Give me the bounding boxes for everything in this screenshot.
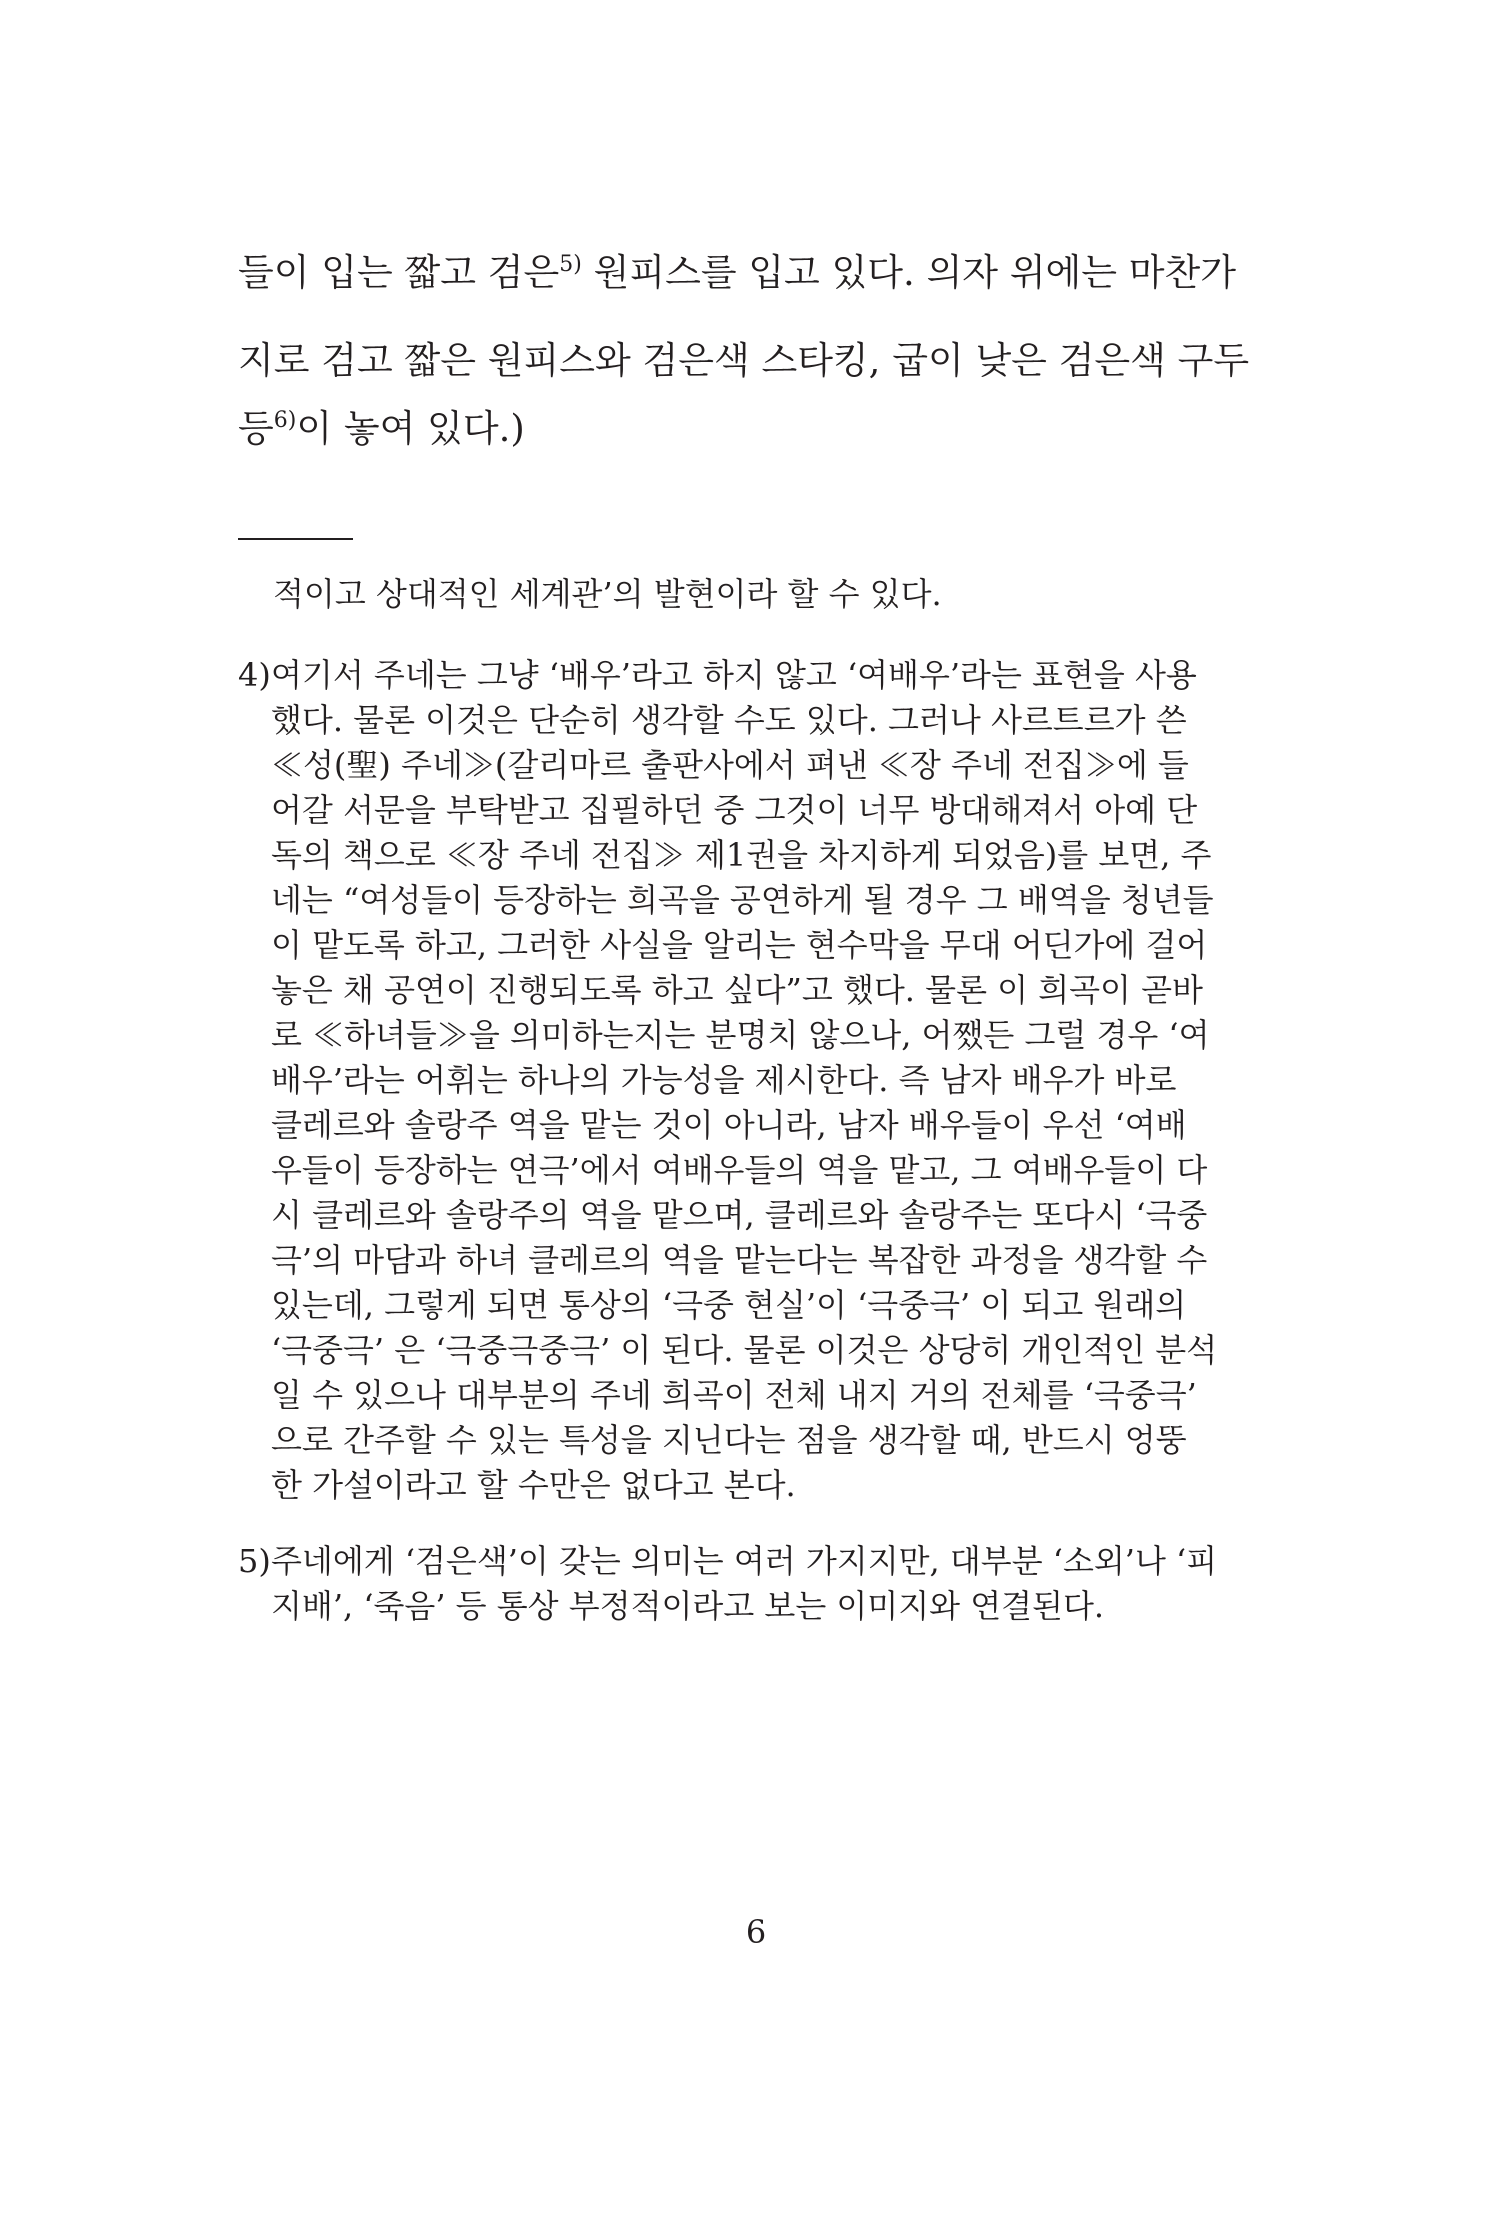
footnote-separator [238,538,353,540]
footnote-4-line: 으로 간주할 수 있는 특성을 지닌다는 점을 생각할 때, 반드시 엉뚱 [271,1421,1187,1459]
footnote-continued: 적이고 상대적인 세계관’의 발현이라 할 수 있다. [273,575,942,613]
footnote-4-line: 한 가설이라고 할 수만은 없다고 본다. [271,1466,796,1504]
footnote-4-line: 로 ≪하녀들≫을 의미하는지는 분명치 않으나, 어쨌든 그럴 경우 ‘여 [271,1016,1210,1054]
footnote-4-line: 우들이 등장하는 연극’에서 여배우들의 역을 맡고, 그 여배우들이 다 [271,1151,1208,1189]
body-line-1 [238,248,1274,298]
footnote-5-number: 5) [238,1542,271,1580]
body-text: 등 [238,407,274,450]
footnote-ref-6: 6) [273,408,297,433]
footnote-4-line: 여기서 주네는 그냥 ‘배우’라고 하지 않고 ‘여배우’라는 표현을 사용 [271,656,1197,694]
footnote-4-line: 배우’라는 어휘는 하나의 가능성을 제시한다. 즉 남자 배우가 바로 [271,1061,1177,1099]
footnote-5-line: 주네에게 ‘검은색’이 갖는 의미는 여러 가지지만, 대부분 ‘소외’나 ‘피 [271,1542,1218,1580]
footnote-4-line: 놓은 채 공연이 진행되도록 하고 싶다”고 했다. 물론 이 희곡이 곧바 [271,971,1203,1009]
footnote-4-line: ‘극중극’ 은 ‘극중극중극’ 이 된다. 물론 이것은 상당히 개인적인 분석 [271,1331,1218,1369]
footnote-4-line: 어갈 서문을 부탁받고 집필하던 중 그것이 너무 방대해져서 아예 단 [271,791,1198,829]
footnote-4-line: 클레르와 솔랑주 역을 맡는 것이 아니라, 남자 배우들이 우선 ‘여배 [271,1106,1187,1144]
footnote-4-line: 네는 “여성들이 등장하는 희곡을 공연하게 될 경우 그 배역을 청년들 [271,881,1214,919]
body-line-3 [238,404,1274,454]
body-text: 들이 입는 짧고 검은 [238,251,560,294]
footnote-5-line: 지배’, ‘죽음’ 등 통상 부정적이라고 보는 이미지와 연결된다. [271,1587,1105,1625]
footnote-4-line: 했다. 물론 이것은 단순히 생각할 수도 있다. 그러나 사르트르가 쓴 [271,701,1187,739]
footnote-4-number: 4) [238,656,271,694]
body-line-2: 지로 검고 짧은 원피스와 검은색 스타킹, 굽이 낮은 검은색 구두 [238,339,1250,382]
body-text: 이 놓여 있다.) [296,407,525,450]
footnote-ref-5: 5) [559,252,582,277]
page-number: 6 [745,1913,767,1951]
footnote-4-line: 시 클레르와 솔랑주의 역을 맡으며, 클레르와 솔랑주는 또다시 ‘극중 [271,1196,1208,1234]
footnote-4-line: 극’의 마담과 하녀 클레르의 역을 맡는다는 복잡한 과정을 생각할 수 [271,1241,1208,1279]
footnote-4-line: 있는데, 그렇게 되면 통상의 ‘극중 현실’이 ‘극중극’ 이 되고 원래의 [271,1286,1187,1324]
footnote-4-line: 일 수 있으나 대부분의 주네 희곡이 전체 내지 거의 전체를 ‘극중극’ [271,1376,1197,1414]
body-text: 원피스를 입고 있다. 의자 위에는 마찬가 [581,251,1237,294]
footnote-4-line: ≪성(聖) 주네≫(갈리마르 출판사에서 펴낸 ≪장 주네 전집≫에 들 [271,746,1189,784]
footnote-4-line: 이 맡도록 하고, 그러한 사실을 알리는 현수막을 무대 어딘가에 걸어 [271,926,1208,964]
footnote-4-line: 독의 책으로 ≪장 주네 전집≫ 제1권을 차지하게 되었음)를 보면, 주 [271,836,1212,874]
